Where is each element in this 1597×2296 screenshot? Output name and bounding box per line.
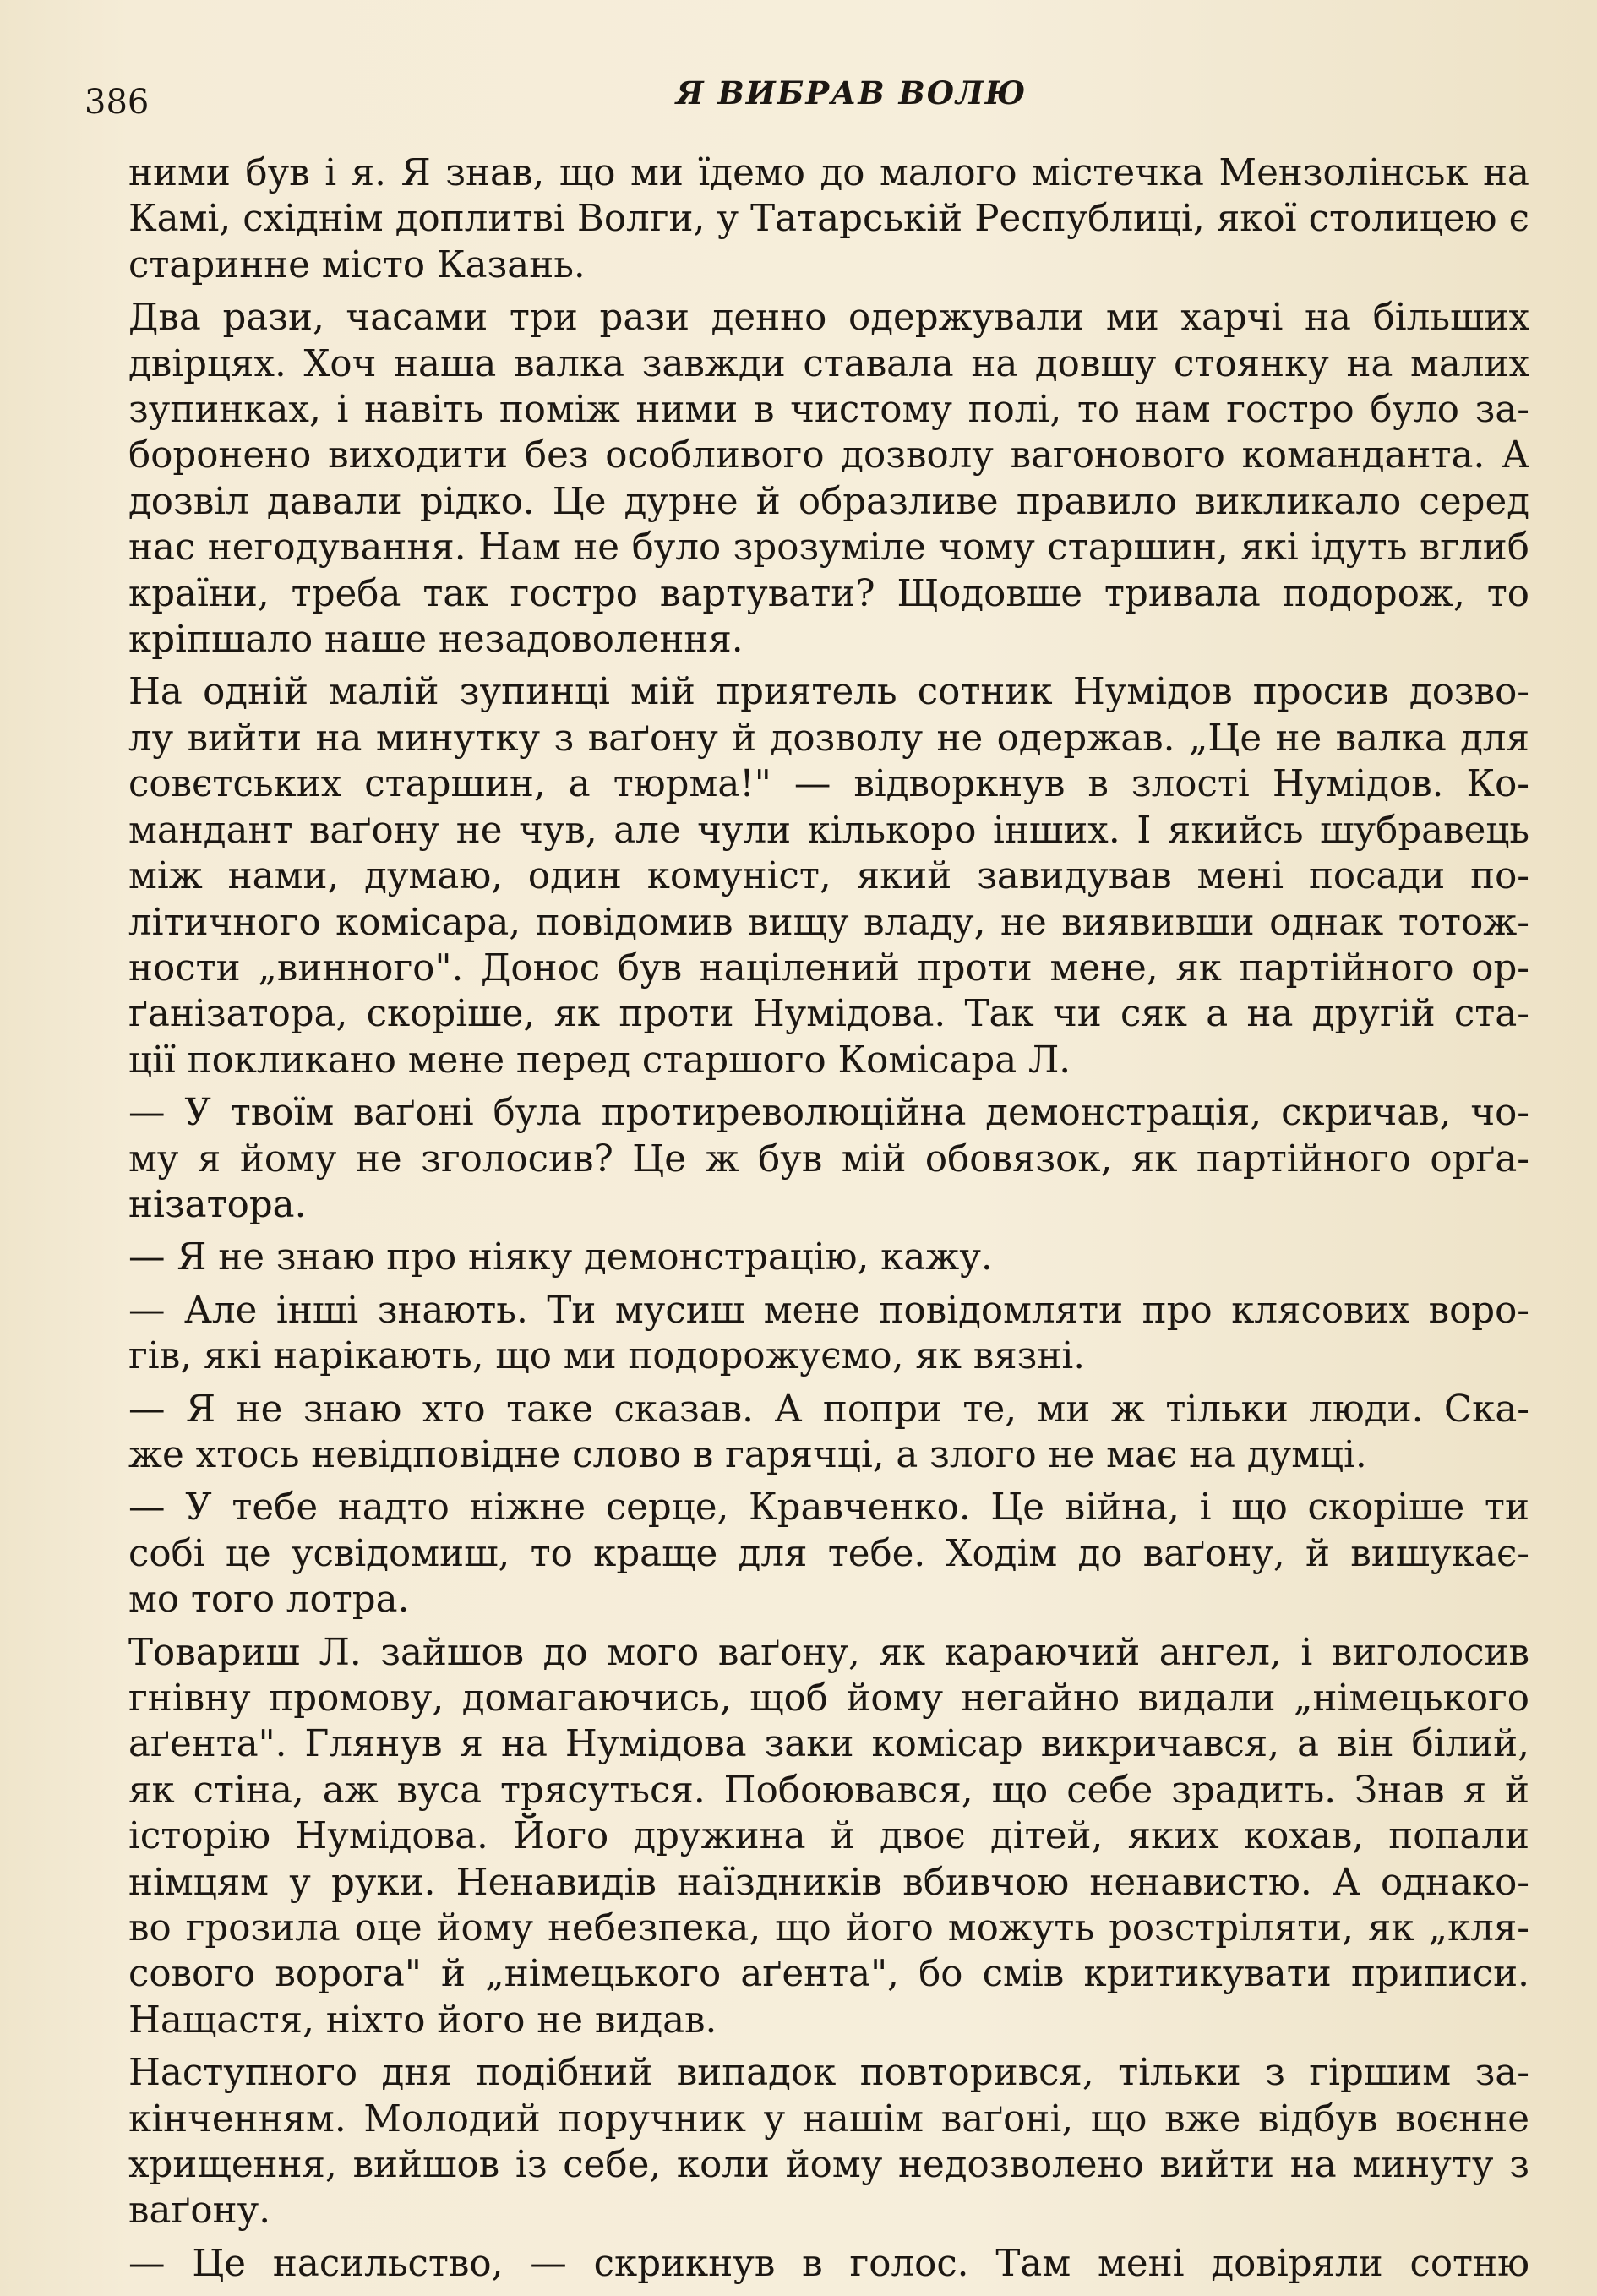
text-line: хрищення, вийшов із себе, коли йому недозволено вийти на минуту з	[128, 2144, 1529, 2187]
text-line: собі це усвідомиш, то краще для тебе. Ходім до ваґону, й вишукає-	[128, 1532, 1529, 1575]
text-line: нас негодування. Нам не було зрозуміле чому старшин, які ідуть вглиб	[128, 526, 1529, 570]
text-line: між нами, думаю, один комуніст, який завидував мені посади по-	[128, 855, 1529, 898]
text-line: історію Нумідова. Його дружина й двоє дітей, яких кохав, попали	[128, 1815, 1529, 1858]
text-line: країни, треба так гостро вартувати? Щодовше тривала подорож, то	[128, 572, 1529, 615]
paragraph	[84, 1387, 1529, 1479]
text-line: ції покликано мене перед старшого Комісара Л.	[128, 1039, 1071, 1082]
paragraph	[84, 1235, 1529, 1280]
text-line: боронено виходити без особливого дозволу вагонового команданта. А	[128, 434, 1529, 477]
text-line: гнівну промову, домагаючись, щоб йому негайно видали „німецького	[128, 1677, 1529, 1720]
text-line: мандант ваґону не чув, але чули кількоро інших. І якийсь шубравець	[128, 809, 1529, 852]
text-line: — У твоїм ваґоні була протиреволюційна демонстрація, скричав, чо-	[128, 1092, 1529, 1135]
text-line: На одній малій зупинці мій приятель сотник Нумідов просив дозво-	[128, 671, 1529, 714]
text-line: — Я не знаю хто таке сказав. А попри те, ми ж тільки люди. Ска-	[128, 1388, 1529, 1431]
text-line: німцям у руки. Ненавидів наїздників вбивчою ненавистю. А однако-	[128, 1861, 1529, 1904]
text-line: двірцях. Хоч наша валка завжди ставала на довшу стоянку на малих	[128, 342, 1529, 385]
page-number: 386	[84, 83, 150, 122]
text-line: — Я не знаю про ніяку демонстрацію, кажу.	[128, 1236, 993, 1279]
text-line: нізатора.	[128, 1183, 307, 1226]
text-line: же хтось невідповідне слово в гарячці, а злого не має на думці.	[128, 1433, 1367, 1476]
paragraph	[84, 669, 1529, 1083]
text-line: Товариш Л. зайшов до мого ваґону, як караючий ангел, і виголосив	[128, 1631, 1529, 1674]
text-line: мо того лотра.	[128, 1579, 410, 1622]
running-title: Я ВИБРАВ ВОЛЮ	[676, 74, 1027, 112]
text-line: сового ворога" й „німецького аґента", бо смів критикувати приписи.	[128, 1953, 1529, 1996]
text-line: во грозила оце йому небезпека, що його можуть розстріляти, як „кля-	[128, 1907, 1529, 1950]
text-line: зупинках, і навіть поміж ними в чистому полі, то нам гостро було за-	[128, 389, 1529, 432]
text-line: ности „винного". Донос був націлений проти мене, як партійного ор-	[128, 946, 1529, 990]
text-line: кріпшало наше незадоволення.	[128, 619, 744, 662]
text-line: ґанізатора, скоріше, як проти Нумідова. Так чи сяк а на другій ста-	[128, 993, 1529, 1036]
text-line: Нащастя, ніхто його не видав.	[128, 1999, 717, 2042]
text-line: му я йому не зголосив? Це ж був мій обовязок, як партійного орґа-	[128, 1137, 1529, 1181]
text-line: ваґону.	[128, 2190, 271, 2233]
paragraph	[84, 2241, 1529, 2287]
text-line: як стіна, аж вуса трясуться. Побоювався, що себе зрадить. Знав я й	[128, 1769, 1529, 1812]
text-line: кінченням. Молодий поручник у нашім ваґоні, що вже відбув воєнне	[128, 2097, 1529, 2141]
text-line: літичного комісара, повідомив вищу владу, не виявивши однак тотож-	[128, 901, 1529, 944]
paragraph	[84, 1090, 1529, 1228]
text-line: аґента". Глянув я на Нумідова заки комісар викричався, а він білий,	[128, 1723, 1529, 1766]
body-text	[84, 150, 1529, 2293]
text-line: совєтських старшин, а тюрма!" — відворкнув в злості Нумідов. Ко-	[128, 763, 1529, 806]
text-line: Наступного дня подібний випадок повторився, тільки з гіршим за-	[128, 2052, 1529, 2095]
paragraph	[84, 1288, 1529, 1380]
text-line: гів, які нарікають, що ми подорожуємо, як вязні.	[128, 1335, 1086, 1378]
text-line: старинне місто Казань.	[128, 243, 586, 286]
text-line: — У тебе надто ніжне серце, Кравченко. Це війна, і що скоріше ти	[128, 1486, 1529, 1530]
paragraph	[84, 295, 1529, 663]
text-line: ними був і я. Я знав, що ми їдемо до малого містечка Мензолінськ на	[128, 152, 1529, 194]
text-line: — Це насильство, — скрикнув в голос. Там мені довіряли сотню	[128, 2242, 1529, 2285]
page-header	[84, 69, 1513, 120]
text-line: Камі, східнім доплитві Волги, у Татарській Республиці, якої столицею є	[128, 198, 1529, 241]
text-line: — Але інші знають. Ти мусиш мене повідомляти про клясових воро-	[128, 1289, 1529, 1332]
paragraph	[84, 2050, 1529, 2234]
paragraph	[84, 1630, 1529, 2044]
text-line: дозвіл давали рідко. Це дурне й образливе правило викликало серед	[128, 480, 1529, 523]
paragraph	[84, 1485, 1529, 1622]
text-line: лу вийти на минутку з ваґону й дозволу не одержав. „Це не валка для	[128, 717, 1529, 760]
paragraph	[84, 150, 1529, 288]
text-line: Два рази, часами три рази денно одержували ми харчі на більших	[128, 297, 1529, 340]
